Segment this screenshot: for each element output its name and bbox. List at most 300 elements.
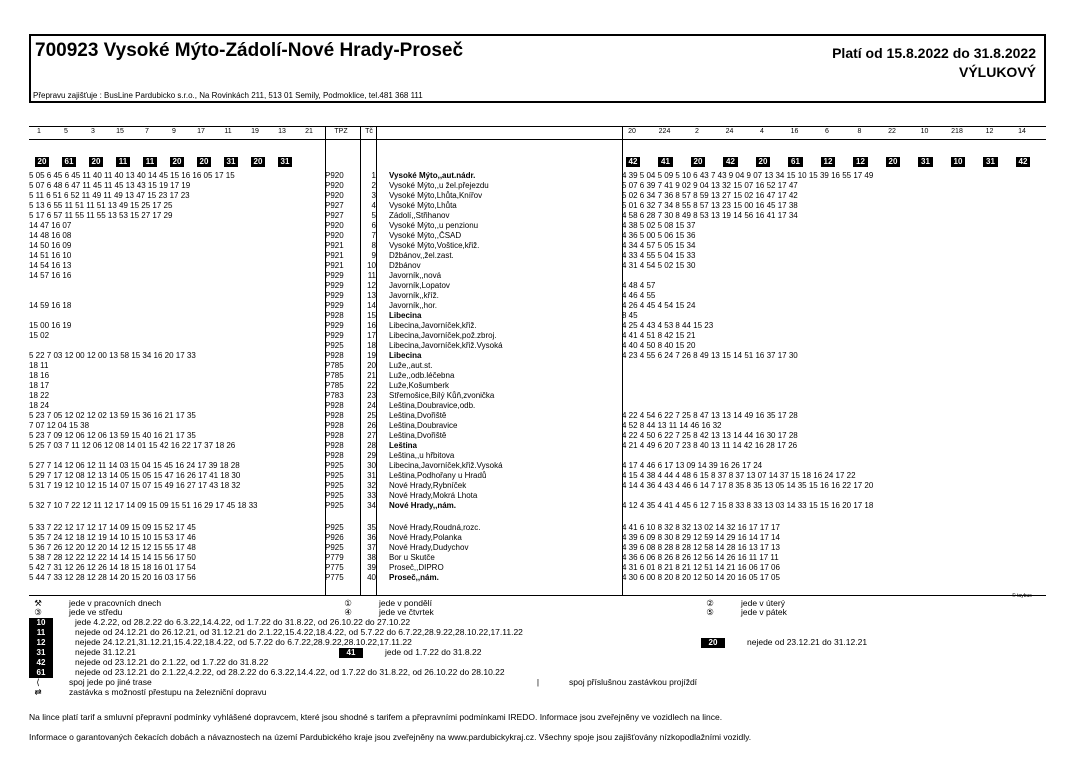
departures-right: 4 25 4 43 4 53 8 44 15 23	[622, 321, 714, 330]
departures-left: 18 16	[29, 371, 50, 380]
service-badge	[86, 157, 106, 167]
stop-number: 9	[371, 251, 376, 260]
service-badge	[656, 157, 676, 167]
departures-right: 4 22 4 50 6 22 7 25 8 42 13 13 14 44 16 30 17 28	[622, 431, 798, 440]
service-badge	[916, 157, 936, 167]
stop-number: 17	[367, 331, 376, 340]
badge-label: 20	[251, 157, 266, 167]
stop-name: Leština,Podhořany u Hradů	[389, 471, 487, 480]
footer-mark: © taybus	[1012, 593, 1032, 599]
service-badge	[275, 157, 295, 167]
stop-number: 3	[371, 191, 376, 200]
stop-number: 18	[367, 341, 376, 350]
stop-row	[29, 391, 1046, 400]
departures-left: 5 05 6 45 6 45 11 40 11 40 13 40 14 45 15 16 16 05 17 15	[29, 171, 235, 180]
info-note: Informace o garantovaných čekacích dobách a návaznostech na území Pardubického kraje jsou zveřejněny na www.pardubickykraj.cz. Všechny spoje jsou zajišťovány nízkopodlažními vozidly.	[29, 732, 752, 742]
stop-number: 33	[367, 491, 376, 500]
legend-symbol: ③	[34, 607, 42, 617]
service-badge	[194, 157, 214, 167]
stop-row	[29, 543, 1046, 552]
stop-number: 11	[367, 271, 376, 280]
stop-name: Leština,Dvořiště	[389, 431, 447, 440]
badge-label: 11	[143, 157, 157, 167]
column-number: 4	[760, 128, 764, 135]
stop-number: 26	[367, 421, 376, 430]
tpz-code: P921	[325, 261, 344, 270]
departures-left: 5 36 7 26 12 20 12 20 14 12 15 12 15 55 17 48	[29, 543, 196, 552]
departures-right: 4 38 5 02 5 08 15 37	[622, 221, 696, 230]
stop-number: 15	[367, 311, 376, 320]
stop-row	[29, 331, 1046, 340]
tpz-code: P928	[325, 421, 344, 430]
tpz-code: P925	[325, 471, 344, 480]
legend-text: spoj příslušnou zastávkou projíždí	[569, 677, 698, 687]
legend-symbol: 31	[29, 648, 53, 658]
stop-name: Nové Hrady,Roudná,rozc.	[389, 523, 481, 532]
tpz-header: TPZ	[334, 128, 348, 135]
stop-name: Luže,Košumberk	[389, 381, 450, 390]
legend-text: nejede od 23.12.21 do 2.1.22,4.2.22, od 28.2.22 do 6.3.22,14.4.22, od 1.7.22 do 31.8.22, od 26.10.22 do 28.10.22	[75, 667, 505, 677]
stop-number: 30	[367, 461, 376, 470]
legend-symbol: ⚒	[34, 598, 42, 608]
column-number: 13	[278, 128, 286, 135]
departures-right: 4 34 4 57 5 05 15 34	[622, 241, 696, 250]
service-badge	[59, 157, 79, 167]
stop-row	[29, 371, 1046, 380]
stop-number: 12	[367, 281, 376, 290]
column-number: 16	[790, 128, 799, 135]
legend-symbol: ⇄	[34, 687, 42, 697]
stop-name: Leština,Doubravice,odb.	[389, 401, 476, 410]
badge-label: 31	[918, 157, 933, 167]
departures-left: 5 23 7 09 12 06 12 06 13 59 15 40 16 21 17 35	[29, 431, 196, 440]
stop-row	[29, 251, 1046, 260]
stop-row	[29, 321, 1046, 330]
legend-text: nejede od 23.12.21 do 2.1.22, od 1.7.22 do 31.8.22	[75, 657, 269, 667]
stop-name: Nové Hrady,,nám.	[389, 501, 456, 510]
badge-label: 42	[723, 157, 738, 167]
service-badge	[248, 157, 268, 167]
service-badge	[32, 157, 52, 167]
timetable-header	[29, 34, 1046, 103]
stop-row	[29, 201, 1046, 210]
column-number: 22	[888, 128, 896, 135]
stop-number: 4	[371, 201, 376, 210]
validity-block	[832, 44, 1036, 82]
stop-number: 31	[367, 471, 376, 480]
tpz-code: P775	[325, 563, 344, 572]
stop-name: Vysoké Mýto,,ČSAD	[389, 231, 462, 240]
stop-row	[29, 471, 1046, 480]
column-number: 24	[725, 128, 734, 135]
departures-right: 4 39 5 04 5 09 5 10 6 43 7 43 9 04 9 07 13 34 15 10 15 39 16 55 17 49	[622, 171, 874, 180]
stop-row	[29, 231, 1046, 240]
tpz-code: P785	[325, 361, 344, 370]
stop-name: Javorník,,nová	[389, 271, 442, 280]
service-badge	[721, 157, 741, 167]
departures-right: 5 02 6 34 7 36 8 57 8 59 13 27 15 02 16 47 17 42	[622, 191, 798, 200]
stop-name: Libecina,Javorníček,pož.zbroj.	[389, 331, 497, 340]
stop-name: Zádolí,,Střihanov	[389, 211, 450, 220]
tpz-code: P785	[325, 381, 344, 390]
stop-number: 6	[371, 221, 376, 230]
stop-row	[29, 221, 1046, 230]
legend-item	[29, 687, 267, 698]
departures-right: 4 23 4 55 6 24 7 26 8 49 13 15 14 51 16 37 17 30	[622, 351, 798, 360]
stop-row	[29, 441, 1046, 450]
stop-name: Leština	[389, 441, 418, 450]
departures-right: 4 33 4 55 5 04 15 33	[622, 251, 696, 260]
service-badge	[623, 157, 643, 167]
tpz-code: P929	[325, 321, 344, 330]
legend-text: jede v pracovních dnech	[69, 598, 162, 608]
stop-row	[29, 481, 1046, 490]
legend-item	[701, 607, 787, 618]
stop-number: 23	[367, 391, 376, 400]
departures-left: 18 17	[29, 381, 50, 390]
stop-name: Bor u Skutče	[389, 553, 435, 562]
stop-row	[29, 171, 1046, 180]
carrier-info: Přepravu zajišťuje : BusLine Pardubicko s.r.o., Na Rovinkách 211, 513 01 Semily, Podmoklice, tel.481 368 111	[33, 91, 423, 100]
badge-label: 61	[62, 157, 77, 167]
departures-right: 4 39 6 09 8 30 8 29 12 59 14 29 16 14 17 14	[622, 533, 780, 542]
badge-label: 20	[691, 157, 706, 167]
service-badge	[140, 157, 160, 167]
column-header-row	[29, 127, 1046, 140]
departures-right: 4 40 4 50 8 40 15 20	[622, 341, 696, 350]
stop-row	[29, 341, 1046, 350]
departures-left: 5 27 7 14 12 06 12 11 14 03 15 04 15 45 16 24 17 39 18 28	[29, 461, 240, 470]
stop-name: Vysoké Mýto,,aut.nádr.	[389, 171, 476, 180]
legend-text: zastávka s možností přestupu na železniční dopravu	[69, 687, 267, 697]
legend-symbol: 20	[701, 638, 725, 648]
departures-left: 5 29 7 17 12 08 12 13 14 05 15 05 15 47 16 26 17 41 18 30	[29, 471, 241, 480]
service-badge	[113, 157, 133, 167]
tpz-code: P928	[325, 311, 344, 320]
stop-number: 40	[367, 573, 376, 582]
departures-left: 5 22 7 03 12 00 12 00 13 58 15 34 16 20 17 33	[29, 351, 196, 360]
departures-left: 18 22	[29, 391, 50, 400]
legend-text: nejede od 24.12.21 do 26.12.21, od 31.12.21 do 2.1.22,15.4.22,18.4.22, od 5.7.22 do 6.7.22,28.9.22,28.10.22,17.11.22	[75, 627, 523, 637]
stop-row	[29, 261, 1046, 270]
departures-right: 4 39 6 08 8 28 8 28 12 58 14 28 16 13 17 13	[622, 543, 780, 552]
legend-item	[529, 677, 697, 687]
stop-number: 28	[367, 441, 376, 450]
service-badge	[948, 157, 968, 167]
stop-number: 25	[367, 411, 376, 420]
column-number: 11	[224, 128, 232, 135]
stop-row	[29, 401, 1046, 410]
legend-symbol: ④	[344, 607, 352, 617]
timetable-grid	[29, 126, 1046, 596]
departures-left: 14 50 16 09	[29, 241, 72, 250]
departures-right: 4 14 4 36 4 43 4 46 6 14 7 17 8 35 8 35 13 05 14 35 15 16 16 22 17 20	[622, 481, 874, 490]
departures-left: 14 48 16 08	[29, 231, 72, 240]
stop-number: 19	[367, 351, 376, 360]
stop-row	[29, 491, 1046, 500]
stop-row	[29, 291, 1046, 300]
tc-header: Tč	[365, 128, 373, 135]
departures-right: 4 12 4 35 4 41 4 45 6 12 7 15 8 33 8 33 13 03 14 33 15 15 16 20 17 18	[622, 501, 874, 510]
stop-number: 22	[367, 381, 376, 390]
badge-label: 11	[116, 157, 130, 167]
service-badge	[786, 157, 806, 167]
departures-right: 4 31 6 01 8 21 8 21 12 51 14 21 16 06 17 06	[622, 563, 780, 572]
stop-name: Libecina,Javorníček,křiž.Vysoká	[389, 341, 503, 350]
legend-symbol: |	[536, 677, 540, 687]
stop-name: Nové Hrady,Mokrá Lhota	[389, 491, 478, 500]
departures-right: 8 45	[622, 311, 638, 320]
badge-label: 41	[658, 157, 673, 167]
departures-left: 15 00 16 19	[29, 321, 72, 330]
stop-number: 2	[371, 181, 376, 190]
service-badge	[883, 157, 903, 167]
stop-number: 20	[367, 361, 376, 370]
stop-row	[29, 523, 1046, 532]
legend-symbol: 41	[339, 648, 363, 658]
stop-row	[29, 563, 1046, 572]
departures-left: 5 35 7 24 12 18 12 19 14 10 15 10 15 53 17 46	[29, 533, 196, 542]
departures-right: 4 52 8 44 13 11 14 46 16 32	[622, 421, 722, 430]
departures-left: 5 17 6 57 11 55 11 55 13 53 15 27 17 29	[29, 211, 173, 220]
stop-row	[29, 361, 1046, 370]
legend-text: nejede 24.12.21,31.12.21,15.4.22,18.4.22, od 5.7.22 do 6.7.22,28.9.22,28.10.22,17.11.22	[75, 637, 412, 647]
column-number: 224	[658, 128, 671, 135]
stop-row	[29, 553, 1046, 562]
stop-name: Nové Hrady,Polanka	[389, 533, 462, 542]
legend-item	[701, 637, 867, 648]
departures-right: 4 31 4 54 5 02 15 30	[622, 261, 696, 270]
stop-name: Libecina	[389, 351, 422, 360]
stop-name: Střemošice,Bílý Kůň,zvonička	[389, 391, 495, 400]
departures-left: 18 11	[29, 361, 49, 370]
tpz-code: P920	[325, 191, 344, 200]
stop-number: 36	[367, 533, 376, 542]
stop-row	[29, 191, 1046, 200]
stop-row	[29, 533, 1046, 542]
stop-number: 27	[367, 431, 376, 440]
column-number: 2	[695, 128, 699, 135]
column-number: 8	[857, 128, 862, 135]
stop-number: 10	[367, 261, 376, 270]
stop-name: Vysoké Mýto,Voštice,křiž.	[389, 241, 480, 250]
legend-text: nejede 31.12.21	[75, 647, 136, 657]
departures-right: 4 17 4 46 6 17 13 09 14 39 16 26 17 24	[622, 461, 763, 470]
column-number: 7	[145, 128, 149, 135]
tpz-code: P925	[325, 481, 344, 490]
stop-number: 1	[371, 171, 376, 180]
stop-row	[29, 451, 1046, 460]
departures-right: 4 36 5 00 5 06 15 36	[622, 231, 696, 240]
departures-right: 5 01 6 32 7 34 8 55 8 57 13 23 15 00 16 45 17 38	[622, 201, 798, 210]
stop-number: 5	[371, 211, 376, 220]
legend-item	[339, 647, 481, 658]
tpz-code: P925	[325, 523, 344, 532]
tpz-code: P920	[325, 171, 344, 180]
departures-left: 5 23 7 05 12 02 12 02 13 59 15 36 16 21 17 35	[29, 411, 196, 420]
tpz-code: P783	[325, 391, 344, 400]
stop-name: Leština,Dvořiště	[389, 411, 447, 420]
tpz-code: P785	[325, 371, 344, 380]
departures-left: 15 02	[29, 331, 50, 340]
tpz-code: P925	[325, 543, 344, 552]
validity-dates: Platí od 15.8.2022 do 31.8.2022	[832, 45, 1036, 61]
departures-left: 5 33 7 22 12 17 12 17 14 09 15 09 15 52 17 45	[29, 523, 196, 532]
departures-right: 4 26 4 45 4 54 15 24	[622, 301, 696, 310]
tpz-code: P929	[325, 301, 344, 310]
stop-row	[29, 431, 1046, 440]
stop-name: Vysoké Mýto,Lhůta	[389, 201, 457, 210]
column-number: 15	[116, 128, 124, 135]
column-number: 21	[305, 128, 313, 135]
stop-name: Proseč,,nám.	[389, 573, 439, 582]
service-badge	[221, 157, 241, 167]
departures-left: 5 42 7 31 12 26 12 26 14 18 15 18 16 01 17 54	[29, 563, 196, 572]
service-badge	[851, 157, 871, 167]
line-title: 700923 Vysoké Mýto-Zádolí-Nové Hrady-Proseč	[35, 40, 464, 61]
tpz-code: P925	[325, 491, 344, 500]
column-number: 218	[951, 128, 963, 135]
service-badge	[1013, 157, 1033, 167]
tpz-code: P928	[325, 411, 344, 420]
column-number: 12	[985, 128, 994, 135]
tpz-code: P925	[325, 501, 344, 510]
tpz-code: P928	[325, 431, 344, 440]
departures-left: 5 25 7 03 7 11 12 06 12 08 14 01 15 42 16 22 17 37 18 26	[29, 441, 236, 450]
service-badge	[167, 157, 187, 167]
stop-row	[29, 301, 1046, 310]
departures-right: 4 58 6 28 7 30 8 49 8 53 13 19 14 56 16 41 17 34	[622, 211, 798, 220]
departures-left: 14 54 16 13	[29, 261, 72, 270]
stop-name: Nové Hrady,Rybníček	[389, 481, 467, 490]
tpz-code: P928	[325, 451, 344, 460]
stop-number: 35	[367, 523, 376, 532]
departures-left: 5 31 7 19 12 10 12 15 14 07 15 07 15 49 16 27 17 43 18 32	[29, 481, 241, 490]
stop-number: 16	[367, 321, 376, 330]
stop-name: Javorník,,hor.	[389, 301, 438, 310]
departures-left: 5 32 7 10 7 22 12 11 12 17 14 09 15 09 15 51 16 29 17 45 18 33	[29, 501, 258, 510]
stop-name: Libecina	[389, 311, 422, 320]
service-badge	[753, 157, 773, 167]
badge-label: 20	[35, 157, 50, 167]
legend-symbol: ⟨	[36, 677, 40, 687]
column-number: 1	[37, 128, 41, 135]
badge-label: 10	[951, 157, 966, 167]
column-number: 20	[628, 128, 636, 135]
legend-text: jede 4.2.22, od 28.2.22 do 6.3.22,14.4.22, od 1.7.22 do 31.8.22, od 26.10.22 do 27.10.22	[75, 617, 411, 627]
tpz-code: P928	[325, 351, 344, 360]
badge-label: 42	[1016, 157, 1031, 167]
legend-symbol: 61	[29, 668, 53, 678]
stop-number: 39	[367, 563, 376, 572]
column-number: 6	[825, 128, 829, 135]
departures-right: 4 41 6 10 8 32 8 32 13 02 14 32 16 17 17 17	[622, 523, 780, 532]
badge-label: 31	[983, 157, 998, 167]
badge-label: 20	[170, 157, 185, 167]
stop-number: 7	[371, 231, 376, 240]
tpz-code: P927	[325, 211, 344, 220]
column-number: 5	[64, 128, 68, 135]
departures-right: 4 30 6 00 8 20 8 20 12 50 14 20 16 05 17 05	[622, 573, 780, 582]
stop-number: 29	[367, 451, 376, 460]
stop-name: Džbánov	[389, 261, 421, 270]
stop-name: Nové Hrady,Dudychov	[389, 543, 469, 552]
departures-left: 14 51 16 10	[29, 251, 72, 260]
column-number: 17	[197, 128, 205, 135]
service-badge	[981, 157, 1001, 167]
stop-number: 13	[367, 291, 376, 300]
badge-label: 12	[853, 157, 868, 167]
departures-right: 4 36 6 06 8 26 8 26 12 56 14 26 16 11 17 11	[622, 553, 779, 562]
column-number: 9	[172, 128, 176, 135]
legend-text: spoj jede po jiné trase	[69, 677, 152, 687]
column-number: 10	[920, 128, 929, 135]
stop-name: Proseč,,DIPRO	[389, 563, 444, 572]
tariff-note: Na lince platí tarif a smluvní přepravní podmínky vyhlášené dopravcem, které jsou shodné s tarifem a přepravními podmínkami IREDO. Informace jsou zveřejněny ve vozidlech na lince.	[29, 712, 723, 722]
legend-text: jede v pondělí	[379, 598, 432, 608]
stop-row	[29, 351, 1046, 360]
tpz-code: P928	[325, 441, 344, 450]
legend-symbol: 11	[29, 628, 53, 638]
stop-row	[29, 573, 1046, 582]
badge-label: 20	[197, 157, 212, 167]
stop-number: 24	[367, 401, 376, 410]
stop-name: Javorník,Lopatov	[389, 281, 450, 290]
column-number: 19	[251, 128, 259, 135]
departures-right: 4 46 4 55	[622, 291, 656, 300]
departures-left: 5 13 6 55 11 51 11 51 13 49 15 25 17 25	[29, 201, 173, 210]
tpz-code: P926	[325, 533, 344, 542]
badge-label: 20	[89, 157, 104, 167]
legend-symbol: 42	[29, 658, 53, 668]
stop-number: 34	[367, 501, 376, 510]
badge-label: 31	[224, 157, 239, 167]
departures-left: 5 44 7 33 12 28 12 28 14 20 15 20 16 03 17 56	[29, 573, 196, 582]
badge-label: 20	[756, 157, 771, 167]
departures-right: 5 07 6 39 7 41 9 02 9 04 13 32 15 07 16 52 17 47	[622, 181, 798, 190]
stop-row	[29, 271, 1046, 280]
tpz-code: P775	[325, 573, 344, 582]
departures-left: 5 07 6 48 6 47 11 45 11 45 13 43 15 19 17 19	[29, 181, 191, 190]
departures-left: 18 24	[29, 401, 50, 410]
tpz-code: P920	[325, 231, 344, 240]
stop-row	[29, 381, 1046, 390]
legend-text: jede od 1.7.22 do 31.8.22	[385, 647, 482, 657]
stop-number: 32	[367, 481, 376, 490]
tpz-code: P929	[325, 331, 344, 340]
stop-name: Luže,,odb.léčebna	[389, 371, 455, 380]
legend-symbol: 12	[29, 638, 53, 648]
validity-status: VÝLUKOVÝ	[958, 64, 1036, 80]
legend-text: jede v pátek	[741, 607, 787, 617]
tpz-code: P925	[325, 341, 344, 350]
column-number: 14	[1018, 128, 1026, 135]
stop-name: Luže,,aut.st.	[389, 361, 433, 370]
legend-symbol: ②	[706, 598, 714, 608]
departures-left: 5 11 6 51 6 52 11 49 11 49 13 47 15 23 17 23	[29, 191, 190, 200]
tpz-code: P920	[325, 181, 344, 190]
stop-row	[29, 501, 1046, 510]
tpz-code: P920	[325, 221, 344, 230]
stop-name: Javorník,,kříž.	[389, 291, 439, 300]
stop-row	[29, 461, 1046, 470]
stop-row	[29, 281, 1046, 290]
tpz-code: P921	[325, 251, 344, 260]
badge-label: 42	[626, 157, 641, 167]
legend-text: jede ve čtvrtek	[379, 607, 434, 617]
stop-row	[29, 211, 1046, 220]
departures-right: 4 21 4 49 6 20 7 23 8 40 13 11 14 42 16 28 17 26	[622, 441, 798, 450]
